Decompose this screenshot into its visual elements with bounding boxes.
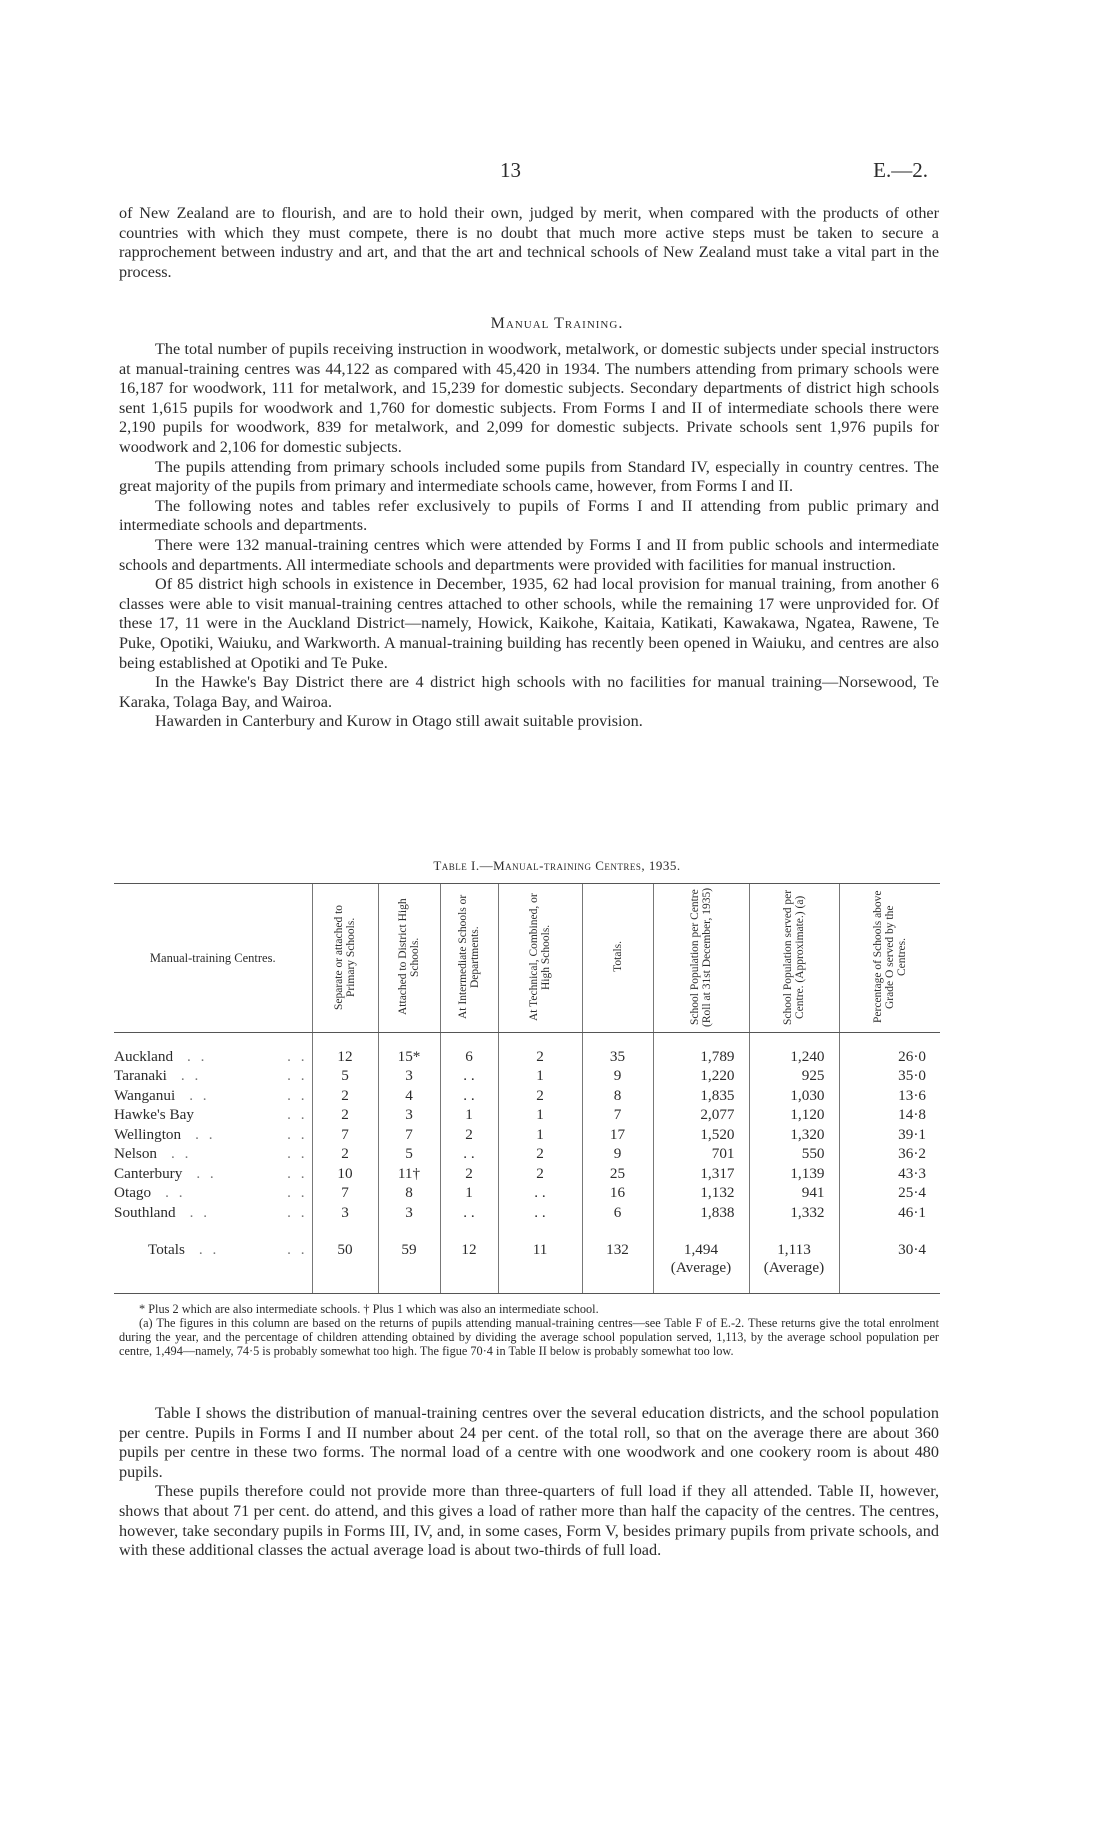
district-name: Canterbury: [114, 1164, 183, 1182]
document-reference: E.—2.: [873, 158, 928, 182]
cell-int: . .: [440, 1086, 498, 1106]
paragraph: Hawarden in Canterbury and Kurow in Otago still await suitable provision.: [155, 712, 643, 731]
table-row: [114, 1047, 940, 1067]
total-pct: 30·4: [839, 1237, 940, 1294]
cell-tot: 25: [582, 1164, 653, 1184]
total-pop: [653, 1237, 749, 1294]
cell-sep: 12: [312, 1047, 378, 1067]
cell-dhs: 8: [378, 1184, 440, 1204]
cell-tech: 1: [498, 1125, 582, 1145]
footnote: (a) The figures in this column are based on the returns of pupils attending manual-training centres—see Table F of E.-2. These returns give the total enrolment during the year, and the percentage of children attending obtained by dividing the average school population served, 1,113, by the average school population per centre, 1,494—namely, 74·5 is probably somewhat too high. The figue 70·4 in Table II below is probably somewhat too low.: [119, 1316, 939, 1358]
column-header: [749, 884, 839, 1033]
cell-int: . .: [440, 1203, 498, 1223]
footnote: * Plus 2 which are also intermediate schools. † Plus 1 which was also an intermediate school.: [139, 1302, 599, 1316]
cell-tech: 2: [498, 1145, 582, 1165]
section-heading: Manual Training.: [490, 315, 624, 332]
cell-dhs: 3: [378, 1203, 440, 1223]
cell-sep: 2: [312, 1086, 378, 1106]
column-header-text: At Technical, Combined, or High Schools.: [528, 892, 552, 1021]
total-value: 1,113: [777, 1240, 811, 1258]
cell-tot: 7: [582, 1106, 653, 1126]
cell-served: 1,139: [749, 1164, 839, 1184]
cell-tech: . .: [498, 1184, 582, 1204]
column-header: [653, 884, 749, 1033]
cell-sep: 7: [312, 1184, 378, 1204]
total-served: [749, 1237, 839, 1294]
cell-served: 550: [749, 1145, 839, 1165]
table-body: [114, 1033, 940, 1294]
table-caption: Table I.—Manual-training Centres, 1935.: [433, 858, 681, 873]
cell-int: . .: [440, 1067, 498, 1087]
column-header: Manual-training Centres.: [114, 884, 312, 1033]
district-cell: [114, 1184, 312, 1204]
cell-tech: 1: [498, 1067, 582, 1087]
column-header-text: Attached to District High Schools.: [397, 898, 421, 1015]
cell-tech: 2: [498, 1047, 582, 1067]
leader-dots: . .: [287, 1145, 308, 1163]
cell-pct: 26·0: [839, 1047, 940, 1067]
manual-training-table: [114, 883, 940, 1294]
cell-tot: 8: [582, 1086, 653, 1106]
district-cell: [114, 1047, 312, 1067]
district-name: Taranaki: [114, 1067, 167, 1085]
cell-served: 925: [749, 1067, 839, 1087]
column-header-text: Totals.: [611, 941, 624, 972]
paragraph: The total number of pupils receiving instruction in woodwork, metalwork, or domestic subjects under special instructors at manual-training centres was 44,122 as compared with 45,420 in 1934. The numbers attending from primary schools were 16,187 for woodwork, 111 for metalwork, and 15,239 for domestic subjects. Secondary departments of district high schools sent 1,615 pupils for woodwork and 1,760 for domestic subjects. From Forms I and II of intermediate schools there were 2,190 pupils for woodwork, 839 for metalwork, and 2,099 for domestic subjects. Private schools sent 1,976 pupils for woodwork and 2,106 for domestic subjects.: [119, 340, 939, 456]
table-row: [114, 1184, 940, 1204]
table-spacer: [114, 1033, 940, 1048]
cell-pct: 36·2: [839, 1145, 940, 1165]
intro-paragraph: of New Zealand are to flourish, and are to hold their own, judged by merit, when compared with the products of other countries with which they must compete, there is no doubt that much more active steps must be taken to secure a rapprochement between industry and art, and that the art and technical schools of New Zealand must take a vital part in the process.: [119, 204, 939, 281]
paragraph: Table I shows the distribution of manual-training centres over the several education districts, and the school population per centre. Pupils in Forms I and II number about 24 per cent. of the total roll, so that on the average there are about 360 pupils per centre in these two forms. The normal load of a centre with one woodwork and one cookery room is about 480 pupils.: [119, 1404, 939, 1481]
cell-dhs: 7: [378, 1125, 440, 1145]
table-row: [114, 1106, 940, 1126]
leader-dots: . .: [287, 1184, 308, 1202]
cell-served: 941: [749, 1184, 839, 1204]
cell-pct: 35·0: [839, 1067, 940, 1087]
paragraph: The pupils attending from primary schools included some pupils from Standard IV, especially in country centres. The great majority of the pupils from primary and intermediate schools came, however, from Forms I and II.: [119, 457, 939, 496]
cell-served: 1,320: [749, 1125, 839, 1145]
cell-pop: 1,520: [653, 1125, 749, 1145]
district-cell: [114, 1203, 312, 1223]
cell-tot: 16: [582, 1184, 653, 1204]
total-int: 12: [440, 1237, 498, 1294]
cell-tot: 35: [582, 1047, 653, 1067]
cell-pop: 1,317: [653, 1164, 749, 1184]
leader-dots: . .: [287, 1203, 308, 1221]
table-row: [114, 1145, 940, 1165]
leader-dots: . .: [287, 1067, 308, 1085]
leader-dots: . .: [196, 1164, 217, 1182]
column-header-text: School Population per Centre (Roll at 31st December, 1935): [689, 886, 713, 1027]
average-note: (Average): [670, 1258, 732, 1276]
total-value: 1,494: [683, 1240, 719, 1258]
table-footnotes: [119, 1302, 939, 1358]
leader-dots: . .: [287, 1047, 308, 1065]
cell-tot: 9: [582, 1145, 653, 1165]
cell-pct: 39·1: [839, 1125, 940, 1145]
cell-dhs: 3: [378, 1067, 440, 1087]
cell-int: . .: [440, 1145, 498, 1165]
district-name: Wanganui: [114, 1086, 176, 1104]
cell-pct: 25·4: [839, 1184, 940, 1204]
total-sep: 50: [312, 1237, 378, 1294]
district-cell: [114, 1106, 312, 1126]
cell-dhs: 4: [378, 1086, 440, 1106]
leader-dots: . .: [198, 1240, 220, 1258]
cell-pop: 1,132: [653, 1184, 749, 1204]
leader-dots: . .: [287, 1125, 308, 1143]
leader-dots: . .: [187, 1047, 208, 1065]
leader-dots: . .: [171, 1145, 192, 1163]
leader-dots: . .: [180, 1067, 202, 1085]
cell-pop: 2,077: [653, 1106, 749, 1126]
leader-dots: . .: [287, 1240, 308, 1258]
totals-label-cell: [114, 1237, 312, 1294]
table-row: [114, 1203, 940, 1223]
district-cell: [114, 1164, 312, 1184]
paragraph: Of 85 district high schools in existence in December, 1935, 62 had local provision for manual training, from another 6 classes were able to visit manual-training centres attached to other schools, while the remaining 17 were unprovided for. Of these 17, 11 were in the Auckland District—namely, Howick, Kaikohe, Kaitaia, Katikati, Kawakawa, Ngatea, Rawene, Te Puke, Opotiki, Waiuku, and Warkworth. A manual-training building has recently been opened in Waiuku, and centres are also being established at Opotiki and Te Puke.: [119, 575, 939, 672]
cell-tot: 6: [582, 1203, 653, 1223]
cell-served: 1,332: [749, 1203, 839, 1223]
table-header-row: [114, 884, 940, 1033]
totals-label: Totals: [148, 1240, 185, 1258]
district-name: Hawke's Bay: [114, 1106, 194, 1124]
cell-served: 1,240: [749, 1047, 839, 1067]
column-header: [378, 884, 440, 1033]
column-header: [582, 884, 653, 1033]
cell-int: 2: [440, 1164, 498, 1184]
district-cell: [114, 1125, 312, 1145]
cell-dhs: 11†: [378, 1164, 440, 1184]
total-tot: 132: [582, 1237, 653, 1294]
intro-text: [119, 204, 939, 282]
cell-sep: 5: [312, 1067, 378, 1087]
district-name: Southland: [114, 1203, 176, 1221]
district-cell: [114, 1145, 312, 1165]
paragraph: The following notes and tables refer exclusively to pupils of Forms I and II attending from public primary and intermediate schools and departments.: [119, 496, 939, 535]
paragraph: In the Hawke's Bay District there are 4 district high schools with no facilities for manual training—Norsewood, Te Karaka, Tolaga Bay, and Wairoa.: [119, 673, 939, 711]
cell-sep: 2: [312, 1145, 378, 1165]
cell-pct: 13·6: [839, 1086, 940, 1106]
column-header-text: Separate or attached to Primary Schools.: [333, 903, 357, 1010]
leader-dots: . .: [195, 1125, 216, 1143]
cell-int: 1: [440, 1106, 498, 1126]
column-header: [440, 884, 498, 1033]
cell-sep: 7: [312, 1125, 378, 1145]
cell-tech: . .: [498, 1203, 582, 1223]
table-spacer: [114, 1223, 940, 1237]
table-row: [114, 1125, 940, 1145]
cell-int: 6: [440, 1047, 498, 1067]
cell-tech: 2: [498, 1086, 582, 1106]
page-number: 13: [500, 158, 521, 182]
paragraph: These pupils therefore could not provide more than three-quarters of full load if they all attended. Table II, however, shows that about 71 per cent. do attend, and this gives a load of rather more than half the capacity of the centres. The centres, however, take secondary pupils in Forms III, IV, and, in some cases, Form V, besides primary pupils from private schools, and with these additional classes the actual average load is about two-thirds of full load.: [119, 1482, 939, 1560]
column-header: [839, 884, 940, 1033]
district-name: Auckland: [114, 1047, 174, 1065]
cell-pop: 701: [653, 1145, 749, 1165]
district-name: Nelson: [114, 1145, 158, 1163]
cell-sep: 3: [312, 1203, 378, 1223]
cell-pct: 14·8: [839, 1106, 940, 1126]
cell-dhs: 5: [378, 1145, 440, 1165]
page-header: [0, 158, 1114, 188]
average-note: (Average): [763, 1258, 825, 1276]
cell-pct: 43·3: [839, 1164, 940, 1184]
leader-dots: . .: [165, 1184, 186, 1202]
table-row: [114, 1067, 940, 1087]
column-header: [312, 884, 378, 1033]
cell-pop: 1,220: [653, 1067, 749, 1087]
cell-served: 1,030: [749, 1086, 839, 1106]
cell-sep: 2: [312, 1106, 378, 1126]
cell-sep: 10: [312, 1164, 378, 1184]
cell-pop: 1,789: [653, 1047, 749, 1067]
cell-int: 2: [440, 1125, 498, 1145]
district-name: Wellington: [114, 1125, 182, 1143]
cell-tech: 2: [498, 1164, 582, 1184]
cell-pct: 46·1: [839, 1203, 940, 1223]
district-cell: [114, 1086, 312, 1106]
total-dhs: 59: [378, 1237, 440, 1294]
table-row: [114, 1086, 940, 1106]
table-row: [114, 1164, 940, 1184]
total-tech: 11: [498, 1237, 582, 1294]
leader-dots: . .: [189, 1086, 210, 1104]
cell-dhs: 3: [378, 1106, 440, 1126]
paragraph: There were 132 manual-training centres which were attended by Forms I and II from public schools and intermediate schools and departments. All intermediate schools and departments were provided with facilities for manual instruction.: [119, 535, 939, 574]
leader-dots: . .: [287, 1106, 308, 1124]
cell-tech: 1: [498, 1106, 582, 1126]
column-header-text: Percentage of Schools above Grade O served by the Centres.: [871, 890, 908, 1023]
section-body: [119, 340, 939, 732]
leader-dots: . .: [287, 1164, 308, 1182]
totals-row: [114, 1237, 940, 1294]
closing-text: [119, 1404, 939, 1561]
cell-tot: 9: [582, 1067, 653, 1087]
cell-int: 1: [440, 1184, 498, 1204]
leader-dots: . .: [189, 1203, 210, 1221]
cell-tot: 17: [582, 1125, 653, 1145]
cell-dhs: 15*: [378, 1047, 440, 1067]
column-header-text: School Population served per Centre. (Approximate.) (a): [782, 888, 806, 1025]
cell-pop: 1,835: [653, 1086, 749, 1106]
column-header-text: At Intermediate Schools or Departments.: [457, 894, 481, 1019]
cell-served: 1,120: [749, 1106, 839, 1126]
district-name: Otago: [114, 1184, 152, 1202]
cell-pop: 1,838: [653, 1203, 749, 1223]
district-cell: [114, 1067, 312, 1087]
column-header: [498, 884, 582, 1033]
leader-dots: . .: [287, 1086, 308, 1104]
